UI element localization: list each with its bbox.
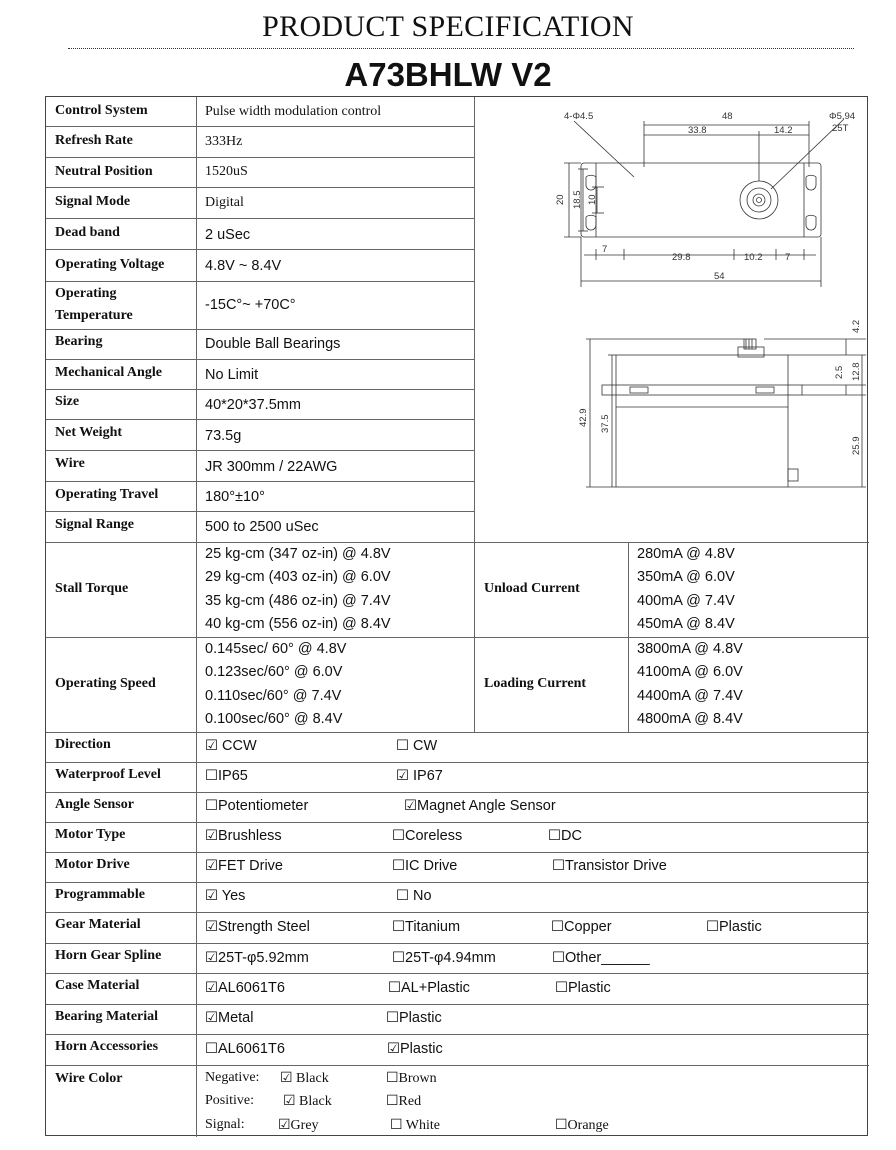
spec-label: Refresh Rate [55, 133, 133, 149]
checkbox-other[interactable]: ☐Other______ [552, 950, 650, 966]
checkbox-titanium[interactable]: ☐Titanium [392, 919, 461, 935]
checkbox-brushless[interactable]: ☑Brushless [205, 828, 282, 844]
spec-label: Net Weight [55, 424, 123, 440]
dim-height-mid: 18.5 [572, 190, 583, 209]
option-label-case-material: Case Material [55, 977, 140, 993]
spec-value: 500 to 2500 uSec [205, 519, 319, 535]
wire-signal-label: Signal: [205, 1117, 245, 1132]
loading-current-value: 4800mA @ 8.4V [637, 710, 743, 727]
checkbox-al-plastic[interactable]: ☐AL+Plastic [388, 980, 470, 996]
spec-label: Operating Temperature [55, 285, 133, 323]
checkbox-positive-red[interactable]: ☐Red [386, 1094, 422, 1109]
spec-col-divider [196, 97, 197, 542]
checkbox-no[interactable]: ☐ No [396, 888, 432, 904]
option-label-horn-accessories: Horn Accessories [55, 1038, 159, 1054]
stall-torque-values [205, 543, 391, 636]
unload-current-value: 450mA @ 8.4V [637, 615, 735, 632]
spec-label: Bearing [55, 333, 103, 349]
checkbox-signal-orange[interactable]: ☐Orange [555, 1118, 609, 1133]
checkbox-negative-black[interactable]: ☑ Black [280, 1071, 329, 1086]
checkbox-ip65[interactable]: ☐IP65 [205, 768, 248, 784]
spec-label: Operating Voltage [55, 256, 165, 272]
option-label-horn-gear-spline: Horn Gear Spline [55, 947, 162, 963]
spec-label: Signal Range [55, 516, 134, 532]
checkbox-cw[interactable]: ☐ CW [396, 738, 438, 754]
spec-table [45, 96, 868, 1136]
spec-label: Neutral Position [55, 163, 153, 179]
dim-overall-length: 54 [714, 271, 725, 282]
loading-current-label: Loading Current [484, 676, 587, 692]
option-label-waterproof: Waterproof Level [55, 766, 161, 782]
checkbox-plastic[interactable]: ☐Plastic [706, 919, 762, 935]
option-label-programmable: Programmable [55, 886, 145, 902]
servo-dimension-drawing [474, 97, 869, 542]
stall-torque-value: 35 kg-cm (486 oz-in) @ 7.4V [205, 592, 391, 609]
unload-current-value: 350mA @ 6.0V [637, 569, 735, 586]
spec-label: Size [55, 393, 80, 409]
dim-body-height: 37.5 [600, 414, 611, 433]
operating-speed-value: 0.110sec/60° @ 7.4V [205, 687, 342, 704]
checkbox-fet-drive[interactable]: ☑FET Drive [205, 858, 283, 874]
spec-value: JR 300mm / 22AWG [205, 458, 338, 475]
spec-value: -15C°~ +70C° [205, 297, 296, 313]
dim-flange-thickness: 2.5 [834, 365, 845, 379]
checkbox-case-plastic[interactable]: ☐Plastic [555, 980, 611, 996]
checkbox-ic-drive[interactable]: ☐IC Drive [392, 858, 458, 874]
checkbox-bearing-plastic[interactable]: ☐Plastic [386, 1010, 442, 1026]
spec-value: No Limit [205, 366, 259, 383]
option-label-gear-material: Gear Material [55, 916, 141, 932]
checkbox-positive-black[interactable]: ☑ Black [283, 1094, 332, 1109]
dim-bottom-29-8: 29.8 [672, 252, 691, 263]
checkbox-ip67[interactable]: ☑ IP67 [396, 768, 443, 784]
dim-spline-teeth: 25T [832, 123, 849, 134]
checkbox-negative-brown[interactable]: ☐Brown [386, 1071, 437, 1086]
dim-spline-height: 4.2 [851, 319, 862, 333]
stall-torque-label: Stall Torque [55, 581, 129, 597]
checkbox-strength-steel[interactable]: ☑Strength Steel [205, 919, 310, 935]
spec-value: 2 uSec [205, 226, 251, 243]
spec-value: 73.5g [205, 427, 242, 444]
checkbox-horn-al6061t6[interactable]: ☐AL6061T6 [205, 1041, 285, 1057]
dim-flange-to-top: 12.8 [851, 362, 862, 381]
spec-value: 333Hz [205, 133, 243, 149]
option-label-bearing-material: Bearing Material [55, 1008, 159, 1024]
stall-torque-value: 40 kg-cm (556 oz-in) @ 8.4V [205, 615, 391, 632]
dim-mount-holes: 4-Φ4.5 [564, 111, 594, 122]
side-view-drawing [586, 339, 866, 487]
checkbox-ccw[interactable]: ☑ CCW [205, 738, 257, 754]
model-number: A73BHLW V2 [344, 56, 552, 93]
checkbox-25t-592[interactable]: ☑25T-φ5.92mm [205, 950, 309, 966]
stall-torque-value: 25 kg-cm (347 oz-in) @ 4.8V [205, 546, 391, 562]
operating-speed-value: 0.145sec/ 60° @ 4.8V [205, 641, 347, 657]
spec-value: 180°±10° [205, 488, 265, 505]
checkbox-transistor-drive[interactable]: ☐Transistor Drive [552, 858, 667, 874]
dim-height-outer: 20 [555, 194, 566, 205]
operating-speed-value: 0.100sec/60° @ 8.4V [205, 710, 343, 727]
checkbox-potentiometer[interactable]: ☐Potentiometer [205, 798, 309, 814]
dim-flange-to-bottom: 25.9 [851, 436, 862, 455]
option-label-motor-drive: Motor Drive [55, 856, 130, 872]
checkbox-metal[interactable]: ☑Metal [205, 1010, 254, 1026]
wire-negative-label: Negative: [205, 1070, 260, 1085]
spec-value: 40*20*37.5mm [205, 397, 301, 413]
spec-label: Mechanical Angle [55, 364, 162, 380]
dim-width-left: 33.8 [688, 125, 707, 136]
side-view-labels [578, 320, 862, 455]
checkbox-yes[interactable]: ☑ Yes [205, 888, 246, 904]
dim-bottom-10-2: 10.2 [744, 252, 763, 263]
loading-current-value: 4100mA @ 6.0V [637, 664, 743, 681]
spec-label: Dead band [55, 225, 120, 241]
option-label-direction: Direction [55, 736, 111, 752]
checkbox-coreless[interactable]: ☐Coreless [392, 828, 463, 844]
dim-overall-width: 48 [722, 111, 733, 122]
checkbox-dc[interactable]: ☐DC [548, 828, 582, 844]
unload-current-values [637, 543, 735, 636]
operating-speed-values [205, 638, 346, 731]
checkbox-al6061t6[interactable]: ☑AL6061T6 [205, 980, 285, 996]
loading-current-values [637, 638, 743, 731]
checkbox-magnet-angle-sensor[interactable]: ☑Magnet Angle Sensor [404, 798, 556, 814]
spec-label: Wire [55, 455, 85, 471]
spec-value: 4.8V ~ 8.4V [205, 258, 282, 274]
operating-speed-value: 0.123sec/60° @ 6.0V [205, 664, 343, 681]
checkbox-signal-grey[interactable]: ☑Grey [278, 1118, 319, 1133]
dim-width-right: 14.2 [774, 125, 793, 136]
title-divider [68, 48, 854, 49]
unload-current-value: 280mA @ 4.8V [637, 546, 735, 562]
spec-value: Double Ball Bearings [205, 336, 341, 352]
spec-label: Signal Mode [55, 194, 131, 210]
spec-value: Digital [205, 194, 244, 210]
stall-torque-value: 29 kg-cm (403 oz-in) @ 6.0V [205, 569, 391, 586]
spec-value: Pulse width modulation control [205, 103, 382, 119]
dim-height-inner: 10 [587, 194, 598, 205]
dim-total-height: 42.9 [578, 408, 589, 427]
unload-current-label: Unload Current [484, 581, 580, 597]
spec-value: 1520uS [205, 164, 248, 179]
spec-label: Control System [55, 103, 148, 119]
loading-current-value: 4400mA @ 7.4V [637, 687, 743, 704]
unload-current-value: 400mA @ 7.4V [637, 592, 735, 609]
option-label-angle-sensor: Angle Sensor [55, 796, 134, 812]
checkbox-horn-plastic[interactable]: ☑Plastic [387, 1041, 443, 1057]
top-view-labels [555, 111, 855, 282]
loading-current-value: 3800mA @ 4.8V [637, 641, 743, 657]
dim-bottom-7a: 7 [602, 244, 608, 255]
option-label-wire-color: Wire Color [55, 1070, 123, 1086]
wire-positive-label: Positive: [205, 1093, 255, 1108]
operating-speed-label: Operating Speed [55, 676, 156, 692]
checkbox-signal-white[interactable]: ☐ White [390, 1118, 441, 1133]
document-title: PRODUCT SPECIFICATION [262, 10, 634, 43]
dim-spline-dia: Φ5.94 [829, 111, 856, 122]
dim-bottom-7b: 7 [785, 252, 791, 263]
top-view-drawing [564, 119, 844, 287]
checkbox-25t-494[interactable]: ☐25T-φ4.94mm [392, 950, 496, 966]
checkbox-copper[interactable]: ☐Copper [551, 919, 612, 935]
option-label-motor-type: Motor Type [55, 826, 126, 842]
spec-label: Operating Travel [55, 486, 159, 502]
